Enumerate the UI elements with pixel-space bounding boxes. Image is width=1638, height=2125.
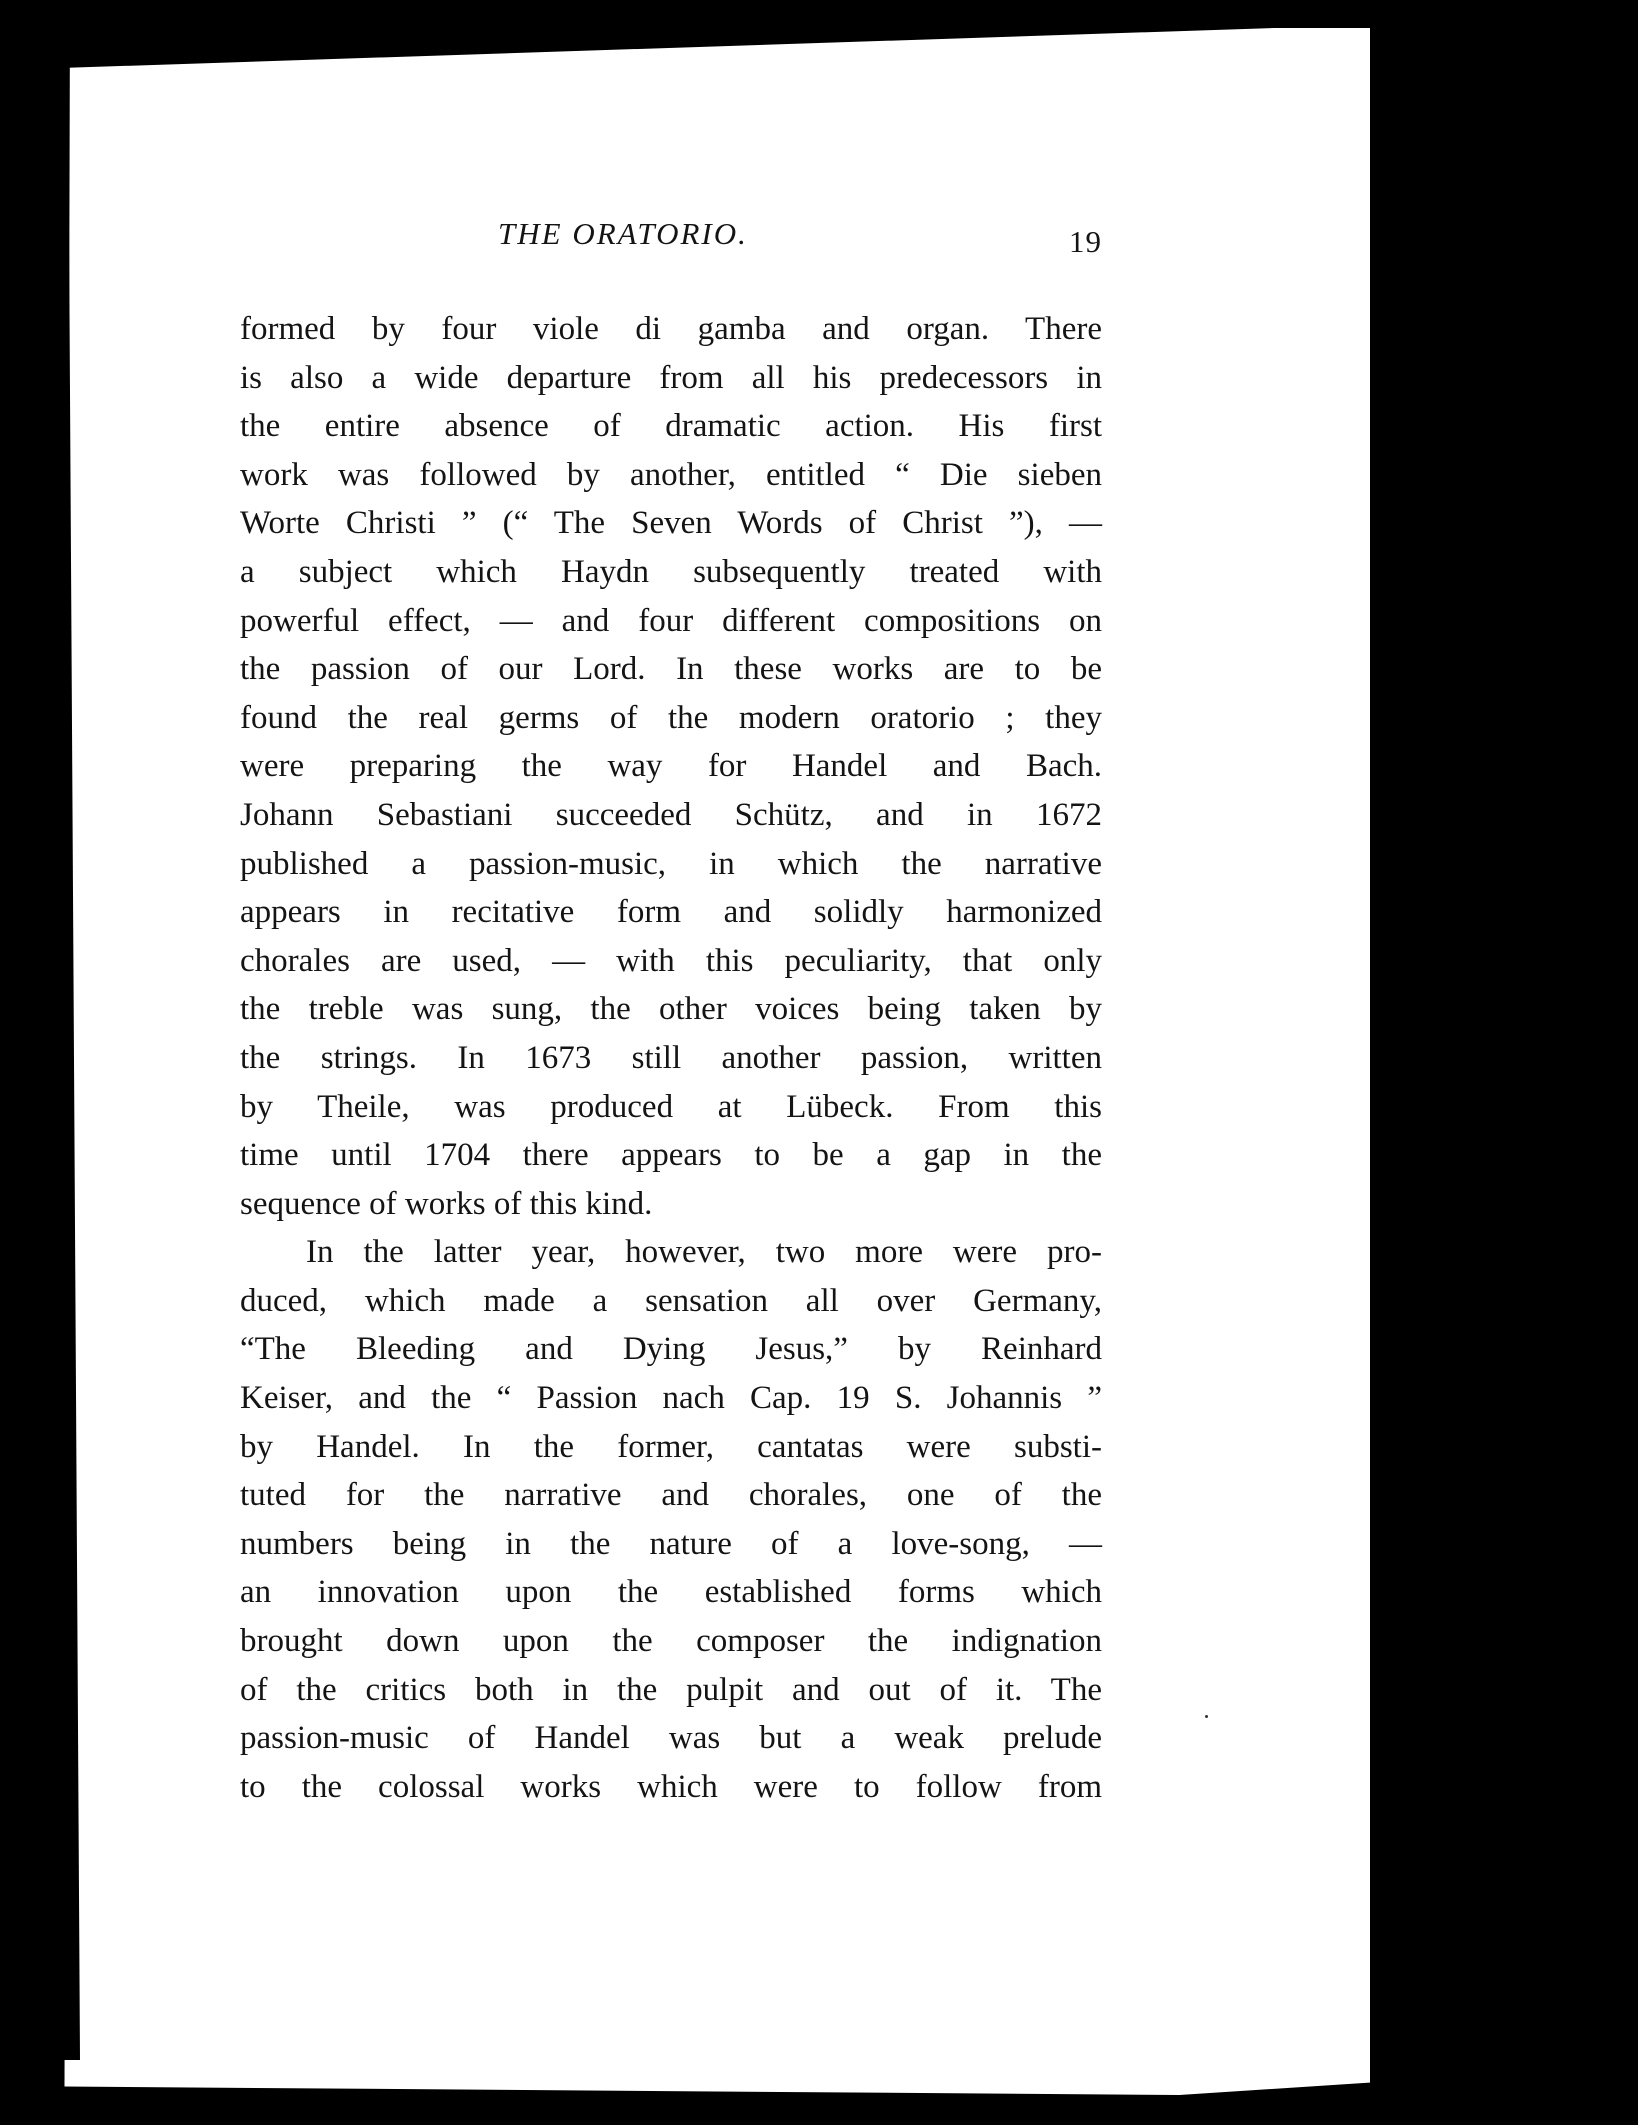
text-line: numbers being in the nature of a love-song, —	[240, 1525, 1102, 1562]
text-line: passion-music of Handel was but a weak prelude	[240, 1720, 1102, 1757]
text-line: found the real germs of the modern oratorio ; they	[240, 699, 1102, 736]
running-head	[240, 210, 1102, 260]
text-line: duced, which made a sensation all over Germany,	[240, 1282, 1102, 1319]
text-line: In the latter year, however, two more were pro-	[306, 1234, 1102, 1271]
body-text	[240, 305, 1102, 1811]
text-line: tuted for the narrative and chorales, one of the	[240, 1477, 1102, 1514]
text-line: of the critics both in the pulpit and out of it. The	[240, 1671, 1102, 1708]
text-line: time until 1704 there appears to be a gap in the	[240, 1137, 1102, 1174]
text-line: work was followed by another, entitled “ Die sieben	[240, 456, 1102, 493]
text-line: chorales are used, — with this peculiarity, that only	[240, 942, 1102, 979]
scan-border-left	[0, 0, 70, 2125]
running-title: THE ORATORIO.	[498, 216, 748, 251]
text-line: Johann Sebastiani succeeded Schütz, and in 1672	[240, 796, 1102, 833]
text-line: brought down upon the composer the indignation	[240, 1623, 1102, 1660]
text-line: sequence of works of this kind.	[240, 1185, 653, 1222]
text-line: Keiser, and the “ Passion nach Cap. 19 S. Johannis ”	[240, 1380, 1102, 1417]
text-line: to the colossal works which were to follow from	[240, 1768, 1102, 1805]
text-line: were preparing the way for Handel and Bach.	[240, 748, 1102, 785]
text-line: by Theile, was produced at Lübeck. From this	[240, 1088, 1102, 1125]
text-line: by Handel. In the former, cantatas were substi-	[240, 1428, 1102, 1465]
book-page	[240, 210, 1102, 1811]
text-line: a subject which Haydn subsequently treated with	[240, 553, 1102, 590]
text-line: the passion of our Lord. In these works are to be	[240, 651, 1102, 688]
paragraph	[240, 1228, 1102, 1811]
text-line: appears in recitative form and solidly harmonized	[240, 894, 1102, 931]
scan-border-left-shadow	[60, 60, 80, 2060]
text-line: an innovation upon the established forms which	[240, 1574, 1102, 1611]
text-line: the entire absence of dramatic action. His first	[240, 408, 1102, 445]
text-line: the strings. In 1673 still another passion, written	[240, 1039, 1102, 1076]
scan-border-right	[1370, 0, 1638, 2125]
text-line: published a passion-music, in which the narrative	[240, 845, 1102, 882]
text-line: formed by four viole di gamba and organ. There	[240, 311, 1102, 347]
page-number: 19	[1069, 224, 1102, 259]
text-line: Worte Christi ” (“ The Seven Words of Christ ”), —	[240, 505, 1102, 542]
text-line: is also a wide departure from all his predecessors in	[240, 359, 1102, 396]
text-line: powerful effect, — and four different compositions on	[240, 602, 1102, 639]
scan-border-top-shadow	[0, 0, 1380, 70]
stray-ink-mark	[1205, 1715, 1208, 1718]
text-line: the treble was sung, the other voices being taken by	[240, 991, 1102, 1028]
paragraph	[240, 305, 1102, 1228]
text-line: “The Bleeding and Dying Jesus,” by Reinhard	[240, 1331, 1102, 1368]
